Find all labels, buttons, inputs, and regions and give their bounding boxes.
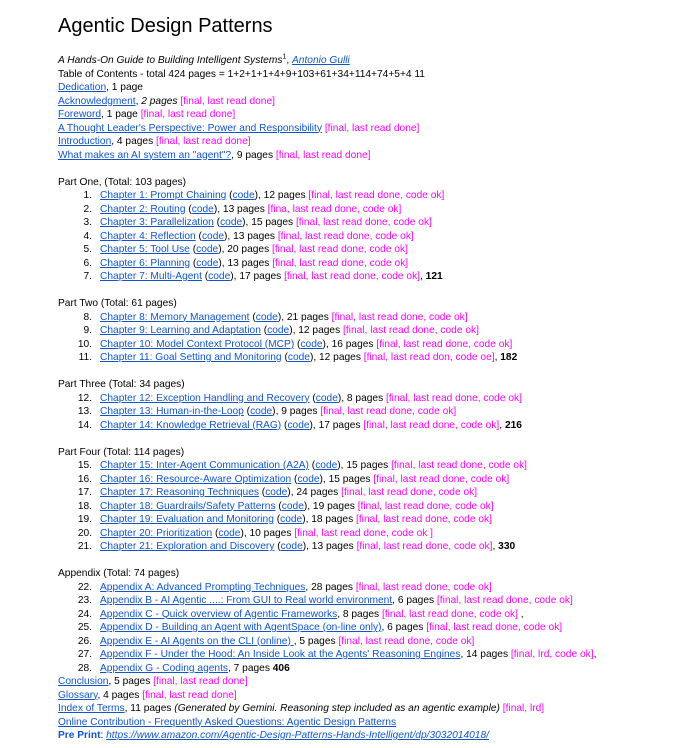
chapter-number: 16. [77, 473, 92, 485]
front-matter-link[interactable]: Foreword [58, 109, 102, 120]
code-link[interactable]: code [201, 230, 225, 242]
chapter-number: 23. [77, 595, 92, 606]
code-link[interactable]: code [191, 203, 214, 215]
status-tag: [final, lrd] [502, 703, 545, 714]
faq-link[interactable]: Online Contribution - Frequently Asked Questions: Agentic Design Patterns [58, 716, 397, 728]
page-count: ), 13 pages [218, 257, 273, 269]
appendix-entry [58, 662, 663, 676]
page-count: ), 12 pages [289, 325, 344, 336]
appendix-link[interactable]: Appendix G - Coding agents [100, 662, 228, 674]
conclusion-link[interactable]: Conclusion [58, 676, 109, 687]
chapter-number: 22. [77, 581, 92, 593]
page-count: ), 15 pages [242, 217, 296, 228]
chapter-entry: 18. Chapter 18: Guardrails/Safety Patterns (code), 19 pages [final, last read done, code ok] [58, 500, 663, 514]
parts-list [58, 162, 663, 554]
chapter-number: 9. [83, 325, 92, 336]
chapter-link[interactable]: Chapter 3: Parallelization [100, 217, 214, 228]
chapter-entry: 8. Chapter 8: Memory Management (code), 21 pages [final, last read done, code ok] [58, 311, 663, 325]
code-link[interactable]: code [218, 527, 241, 539]
conclusion-entry: Conclusion, 5 pages [final, last read done] [58, 676, 248, 687]
chapter-link[interactable]: Chapter 14: Knowledge Retrieval (RAG) [100, 419, 282, 431]
back-matter [58, 675, 663, 743]
status-tag: [final, last read done] [156, 136, 251, 147]
chapter-link[interactable]: Chapter 7: Multi-Agent [100, 271, 202, 282]
chapter-entry: 14. Chapter 14: Knowledge Retrieval (RAG) (code), 17 pages [final, last read done, code ok], 216 [58, 419, 663, 433]
status-tag: [final, last read done, code ok] [295, 217, 432, 228]
page-count: ), 15 pages [319, 473, 374, 485]
chapter-link[interactable]: Chapter 21: Exploration and Discovery [100, 541, 275, 552]
chapter-number: 11. [78, 352, 92, 363]
chapter-number: 19. [77, 514, 92, 525]
part-heading: Part One, (Total: 103 pages) [58, 176, 186, 188]
code-link[interactable]: code [196, 257, 219, 269]
page-count: ), 13 pages [224, 230, 278, 242]
chapter-number: 10. [77, 338, 92, 350]
page-count: ), 17 pages [230, 271, 285, 282]
chapter-number: 12. [77, 392, 92, 404]
glossary-link[interactable]: Glossary [58, 689, 98, 701]
status-tag: [final, last read done, code ok] [376, 338, 513, 350]
status-tag: [final, last read done, code ok] [436, 595, 573, 606]
code-link[interactable]: code [315, 460, 338, 471]
appendix-heading: Appendix (Total: 74 pages) [58, 568, 180, 579]
front-matter-entry: What makes an AI system an "agent"?, 9 pages [final, last read done] [58, 149, 371, 161]
chapter-entry: 20. Chapter 20: Prioritization (code), 10 pages [final, last read done, code ok ] [58, 527, 663, 541]
chapter-entry: 17. Chapter 17: Reasoning Techniques (code), 24 pages [final, last read done, code ok] [58, 486, 663, 500]
page-count: , 6 pages [392, 595, 437, 606]
page-count: ), 19 pages [303, 500, 358, 512]
chapter-link[interactable]: Chapter 1: Prompt Chaining [100, 190, 227, 201]
chapter-entry: 4. Chapter 4: Reflection (code), 13 pages [final, last read done, code ok] [58, 230, 663, 244]
status-tag: [final, last read done, code ok] [308, 190, 445, 201]
page-count: , 28 pages [305, 581, 356, 593]
appendix-link[interactable]: Appendix F - Under the Hood: An Inside Look at the Agents' Reasoning Engines [100, 649, 461, 660]
front-matter-link[interactable]: Introduction [58, 136, 112, 147]
running-total: 182 [500, 352, 518, 363]
appendix-entry [58, 635, 663, 649]
chapter-link[interactable]: Chapter 17: Reasoning Techniques [100, 487, 259, 498]
chapter-link[interactable]: Chapter 12: Exception Handling and Recovery [100, 392, 310, 404]
chapter-number: 27. [77, 649, 92, 660]
chapter-entry: 15. Chapter 15: Inter-Agent Communication (A2A) (code), 15 pages [final, last read done, code ok] [58, 459, 663, 473]
chapter-link[interactable]: Chapter 11: Goal Setting and Monitoring [100, 352, 282, 363]
status-tag: [final, last read done] [275, 149, 371, 161]
front-matter-list [58, 81, 663, 162]
chapter-number: 13. [77, 406, 92, 417]
status-tag: [final, last read done, code ok] [338, 635, 475, 647]
footnote-mark: 1 [282, 53, 287, 61]
chapter-link[interactable]: Chapter 15: Inter-Agent Communication (A2A) [100, 460, 309, 471]
chapter-number: 7. [83, 271, 92, 282]
appendix-link[interactable]: Appendix B - AI Agentic ....: From GUI to Real world environment [100, 595, 393, 606]
chapter-link[interactable]: Chapter 8: Memory Management [100, 311, 250, 323]
status-tag: [final, last read done, code ok ] [294, 527, 434, 539]
status-tag: [final, last read done, code ok] [391, 460, 528, 471]
page-count: , 6 pages [381, 622, 427, 633]
code-link[interactable]: code [287, 419, 310, 431]
subtitle-line: A Hands-On Guide to Building Intelligent Systems$^1$, Antonio Gulli [58, 53, 350, 66]
appendix-link[interactable]: Appendix E - AI Agents on the CLI (online) [100, 635, 294, 647]
status-tag: [final, last read done, code ok] [272, 244, 408, 255]
appendix-entry [58, 581, 663, 595]
chapter-number: 28. [77, 662, 92, 674]
front-matter-entry: Acknowledgment, 2 pages [final, last read done] [58, 95, 275, 107]
chapter-number: 26. [77, 635, 92, 647]
page-count: ), 10 pages [240, 527, 295, 539]
front-matter-entry [58, 122, 663, 136]
chapter-link[interactable]: Chapter 18: Guardrails/Safety Patterns [100, 500, 276, 512]
chapter-entry: 10. Chapter 10: Model Context Protocol (MCP) (code), 16 pages [final, last read done, code ok] [58, 338, 663, 352]
status-tag: [final, last read done, code ok] [320, 406, 457, 417]
chapter-entry: 13. Chapter 13: Human-in-the-Loop (code), 9 pages [final, last read done, code ok] [58, 405, 663, 419]
index-entry: Index of Terms, 11 pages (Generated by Gemini. Reasoning step included as an agentic example) [final, lrd] [58, 703, 545, 714]
status-tag: [final, last read done, code ok] [284, 271, 420, 282]
appendix-entry [58, 621, 663, 635]
front-matter-link[interactable]: Acknowledgment [58, 95, 136, 107]
code-link[interactable]: code [196, 244, 219, 255]
chapter-number: 21. [77, 541, 92, 552]
index-link[interactable]: Index of Terms [58, 703, 125, 714]
status-tag: [final, last read don, code oe] [363, 352, 495, 363]
chapter-link[interactable]: Chapter 5: Tool Use [100, 244, 190, 255]
chapter-link[interactable]: Chapter 6: Planning [100, 257, 191, 269]
status-tag: [final, last read done, code ok] [363, 419, 500, 431]
chapter-number: 24. [77, 608, 92, 620]
appendix-link[interactable]: Appendix A: Advanced Prompting Techniques [100, 581, 306, 593]
chapter-number: 6. [83, 257, 92, 269]
part-section [58, 432, 663, 554]
appendix-entry [58, 648, 663, 662]
status-tag: [final, last read done, code ok] [341, 487, 478, 498]
chapter-link[interactable]: Chapter 2: Routing [100, 203, 186, 215]
part-heading: Part Four (Total: 114 pages) [58, 446, 185, 458]
chapter-number: 17. [77, 487, 92, 498]
chapter-number: 1. [83, 190, 92, 201]
front-matter-link[interactable]: What makes an AI system an "agent"? [58, 149, 232, 161]
chapter-number: 14. [77, 419, 92, 431]
chapter-entry: 5. Chapter 5: Tool Use (code), 20 pages [final, last read done, code ok] [58, 243, 663, 257]
page-count: , 7 pages [228, 662, 273, 674]
status-tag: [fina, last read done, code ok] [267, 203, 402, 215]
chapter-link[interactable]: Chapter 19: Evaluation and Monitoring [100, 514, 274, 525]
chapter-number: 15. [77, 460, 92, 471]
appendix-link[interactable]: Appendix D - Building an Agent with AgentSpace (on-line only) [100, 622, 382, 633]
status-tag: [final, last read done, code ok] [277, 230, 414, 242]
document-title: Agentic Design Patterns [58, 15, 273, 37]
code-link[interactable]: code [297, 473, 320, 485]
status-tag: [final, last read done, code ok] [331, 311, 468, 323]
chapter-entry: 1. Chapter 1: Prompt Chaining (code), 12 pages [final, last read done, code ok] [58, 189, 663, 203]
chapter-link[interactable]: Chapter 9: Learning and Adaptation [100, 325, 261, 336]
status-tag: [final, last read done, code ok] [343, 325, 479, 336]
status-tag: [final, last read done] [153, 676, 248, 687]
page-count: , 5 pages [293, 635, 339, 647]
status-tag: [final, last read done, code ok] [356, 514, 492, 525]
chapter-entry: 12. Chapter 12: Exception Handling and Recovery (code), 8 pages [final, last read done, code ok] [58, 392, 663, 406]
front-matter-entry: Dedication, 1 page [58, 82, 143, 93]
part-section [58, 162, 663, 284]
page-count: ), 18 pages [302, 514, 357, 525]
status-tag: [final, lrd, code ok] [510, 649, 594, 660]
code-link[interactable]: code [265, 487, 288, 498]
appendix-link[interactable]: Appendix C - Quick overview of Agentic Frameworks [100, 608, 338, 620]
status-tag: [final, last read done, code ok] [381, 608, 518, 620]
chapter-entry: 21. Chapter 21: Exploration and Discovery (code), 13 pages [final, last read done, code ok], 330 [58, 540, 663, 554]
page-count: ), 16 pages [322, 338, 377, 350]
page-count: ), 8 pages [337, 392, 387, 404]
chapter-entry: 11. Chapter 11: Goal Setting and Monitoring (code), 12 pages [final, last read don, code oe], 182 [58, 351, 663, 365]
status-tag: [final, last read done, code ok] [272, 257, 409, 269]
chapter-link[interactable]: Chapter 20: Prioritization [100, 527, 213, 539]
glossary-entry: Glossary, 4 pages [final, last read done] [58, 689, 237, 701]
chapter-number: 3. [83, 217, 92, 228]
code-link[interactable]: code [232, 190, 255, 201]
running-total: 406 [272, 662, 290, 674]
trailing-text: , [593, 649, 597, 660]
page-count: ), 24 pages [287, 487, 342, 498]
chapter-number: 25. [77, 622, 92, 633]
running-total: 330 [498, 541, 516, 552]
trailing-text: , [517, 608, 524, 620]
running-total: 121 [425, 271, 443, 282]
chapter-entry: 3. Chapter 3: Parallelization (code), 15 pages [final, last read done, code ok] [58, 216, 663, 230]
chapter-number: 8. [83, 311, 92, 323]
status-tag: [final, last read done] [140, 109, 236, 120]
code-link[interactable]: code [280, 541, 303, 552]
toc-document [58, 14, 663, 743]
subtitle: A Hands-On Guide to Building Intelligent Systems [58, 55, 283, 66]
toc-total-line: Table of Contents - total 424 pages = 1+2+1+1+4+9+103+61+34+114+74+5+4 11 [58, 68, 425, 80]
page-count: , 8 pages [337, 608, 382, 620]
page-count: , 14 pages [460, 649, 511, 660]
page-count: ), 17 pages [309, 419, 364, 431]
faq-entry [58, 716, 663, 730]
appendix-entry [58, 594, 663, 608]
code-link[interactable]: code [220, 217, 243, 228]
code-link[interactable]: code [281, 500, 304, 512]
part-heading: Part Three (Total: 34 pages) [58, 379, 185, 390]
chapter-number: 5. [83, 244, 92, 255]
chapter-entry: 19. Chapter 19: Evaluation and Monitoring (code), 18 pages [final, last read done, code ok] [58, 513, 663, 527]
status-tag: [final, last read done, code ok] [357, 500, 494, 512]
code-link[interactable]: code [208, 271, 231, 282]
chapter-entry: 6. Chapter 6: Planning (code), 13 pages [final, last read done, code ok] [58, 257, 663, 271]
code-link[interactable]: code [280, 514, 303, 525]
status-tag: [final, last read done, code ok] [355, 581, 492, 593]
status-tag: [final, last read done, code ok] [426, 622, 563, 633]
index-note: (Generated by Gemini. Reasoning step included as an agentic example) [174, 703, 500, 714]
front-matter-link[interactable]: Dedication [58, 82, 107, 93]
chapter-number: 2. [83, 203, 92, 215]
page-count: ), 21 pages [277, 311, 332, 323]
chapter-entry: 16. Chapter 16: Resource-Aware Optimization (code), 15 pages [final, last read done, code ok] [58, 473, 663, 487]
code-link[interactable]: code [315, 392, 338, 404]
code-link[interactable]: code [255, 311, 278, 323]
chapter-entry: 2. Chapter 2: Routing (code), 13 pages [fina, last read done, code ok] [58, 203, 663, 217]
part-section [58, 365, 663, 433]
page-count: ), 12 pages [254, 190, 309, 201]
running-total: 216 [504, 419, 522, 431]
part-heading: Part Two (Total: 61 pages) [58, 298, 177, 309]
code-link[interactable]: code [250, 406, 273, 417]
chapter-entry: 7. Chapter 7: Multi-Agent (code), 17 pages [final, last read done, code ok], 121 [58, 270, 663, 284]
page-count: ), 20 pages [218, 244, 272, 255]
status-tag: [final, last read done] [142, 689, 237, 701]
page-count: ), 12 pages [309, 352, 364, 363]
appendix-section [58, 554, 663, 676]
chapter-link[interactable]: Chapter 10: Model Context Protocol (MCP) [100, 338, 295, 350]
front-matter-link[interactable]: A Thought Leader's Perspective: Power and Responsibility [58, 122, 322, 134]
chapter-link[interactable]: Chapter 16: Resource-Aware Optimization [100, 473, 292, 485]
code-link[interactable]: code [287, 352, 310, 363]
code-link[interactable]: code [267, 325, 290, 336]
appendix-entry [58, 608, 663, 622]
status-tag: [final, last read done, code ok] [356, 541, 493, 552]
chapter-link[interactable]: Chapter 13: Human-in-the-Loop [100, 406, 244, 417]
front-matter-entry: Introduction, 4 pages [final, last read done] [58, 136, 251, 147]
chapter-number: 4. [83, 230, 92, 242]
author-link[interactable]: Antonio Gulli [292, 55, 350, 66]
preprint-label: Pre Print [58, 730, 101, 741]
status-tag: [final, last read done, code ok] [373, 473, 510, 485]
status-tag: [final, last read done, code ok] [386, 392, 522, 404]
part-section [58, 284, 663, 365]
preprint-url-link[interactable]: https://www.amazon.com/Agentic-Design-Patterns-Hands-Intelligent/dp/3032014018/ [106, 730, 489, 741]
code-link[interactable]: code [300, 338, 323, 350]
chapter-entry: 9. Chapter 9: Learning and Adaptation (code), 12 pages [final, last read done, code ok] [58, 324, 663, 338]
page-count: ), 13 pages [213, 203, 268, 215]
page-count: ), 15 pages [337, 460, 392, 471]
preprint-entry: Pre Print: https://www.amazon.com/Agentic-Design-Patterns-Hands-Intelligent/dp/3032014018/ [58, 730, 489, 741]
front-matter-entry: Foreword, 1 page [final, last read done] [58, 109, 236, 120]
chapter-number: 18. [77, 500, 92, 512]
chapter-number: 20. [77, 527, 92, 539]
page-count: ), 9 pages [272, 406, 321, 417]
page-count: ), 13 pages [302, 541, 357, 552]
chapter-link[interactable]: Chapter 4: Reflection [100, 230, 196, 242]
status-tag: [final, last read done] [180, 95, 275, 107]
status-tag: [final, last read done] [324, 122, 420, 134]
